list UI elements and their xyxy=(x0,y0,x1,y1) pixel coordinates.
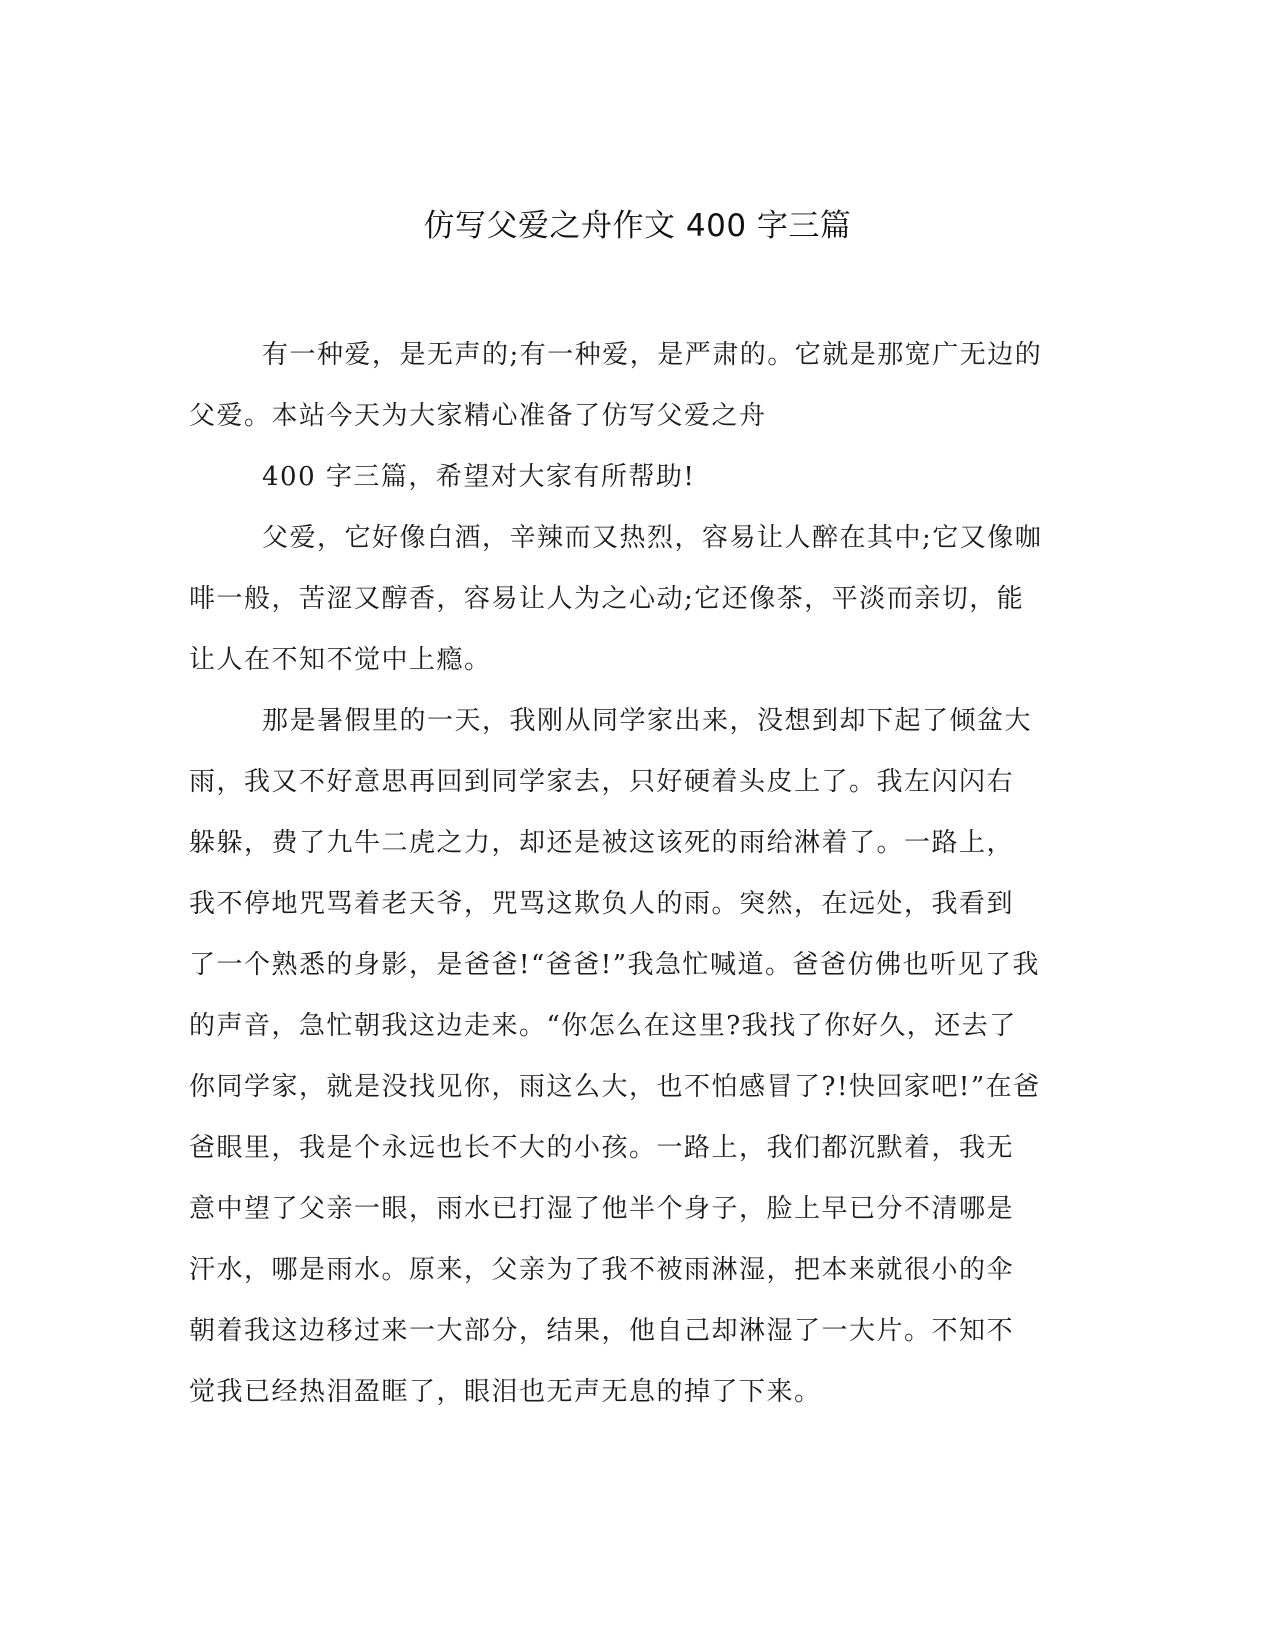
text-line: 了一个熟悉的身影，是爸爸!“爸爸!”我急忙喊道。爸爸仿佛也听见了我 xyxy=(189,950,1040,980)
text-line: 400 字三篇，希望对大家有所帮助! xyxy=(262,462,696,492)
text-line: 那是暑假里的一天，我刚从同学家出来，没想到却下起了倾盆大 xyxy=(262,706,1033,736)
text-line: 雨，我又不好意思再回到同学家去，只好硬着头皮上了。我左闪闪右 xyxy=(189,767,1015,797)
text-line: 觉我已经热泪盈眶了，眼泪也无声无息的掉了下来。 xyxy=(189,1377,822,1407)
text-line: 躲躲，费了九牛二虎之力，却还是被这该死的雨给淋着了。一路上， xyxy=(189,828,1015,858)
text-line: 父爱。本站今天为大家精心准备了仿写父爱之舟 xyxy=(189,401,767,431)
document-body xyxy=(189,325,1089,1423)
text-line: 啡一般，苦涩又醇香，容易让人为之心动;它还像茶，平淡而亲切，能 xyxy=(189,584,1025,614)
document-title: 仿写父爱之舟作文 400 字三篇 xyxy=(423,208,852,244)
text-line: 朝着我这边移过来一大部分，结果，他自己却淋湿了一大片。不知不 xyxy=(189,1316,1015,1346)
text-line: 汗水，哪是雨水。原来，父亲为了我不被雨淋湿，把本来就很小的伞 xyxy=(189,1255,1015,1285)
text-line: 的声音，急忙朝我这边走来。“你怎么在这里?我找了你好久，还去了 xyxy=(189,1011,1017,1041)
text-line: 有一种爱，是无声的;有一种爱，是严肃的。它就是那宽广无边的 xyxy=(262,340,1043,370)
text-line: 让人在不知不觉中上瘾。 xyxy=(189,645,492,675)
text-line: 爸眼里，我是个永远也长不大的小孩。一路上，我们都沉默着，我无 xyxy=(189,1133,1015,1163)
text-line: 父爱，它好像白酒，辛辣而又热烈，容易让人醉在其中;它又像咖 xyxy=(262,523,1043,553)
text-line: 意中望了父亲一眼，雨水已打湿了他半个身子，脸上早已分不清哪是 xyxy=(189,1194,1015,1224)
text-line: 你同学家，就是没找见你，雨这么大，也不怕感冒了?!快回家吧!”在爸 xyxy=(189,1072,1041,1102)
text-line: 我不停地咒骂着老天爷，咒骂这欺负人的雨。突然，在远处，我看到 xyxy=(189,889,1015,919)
